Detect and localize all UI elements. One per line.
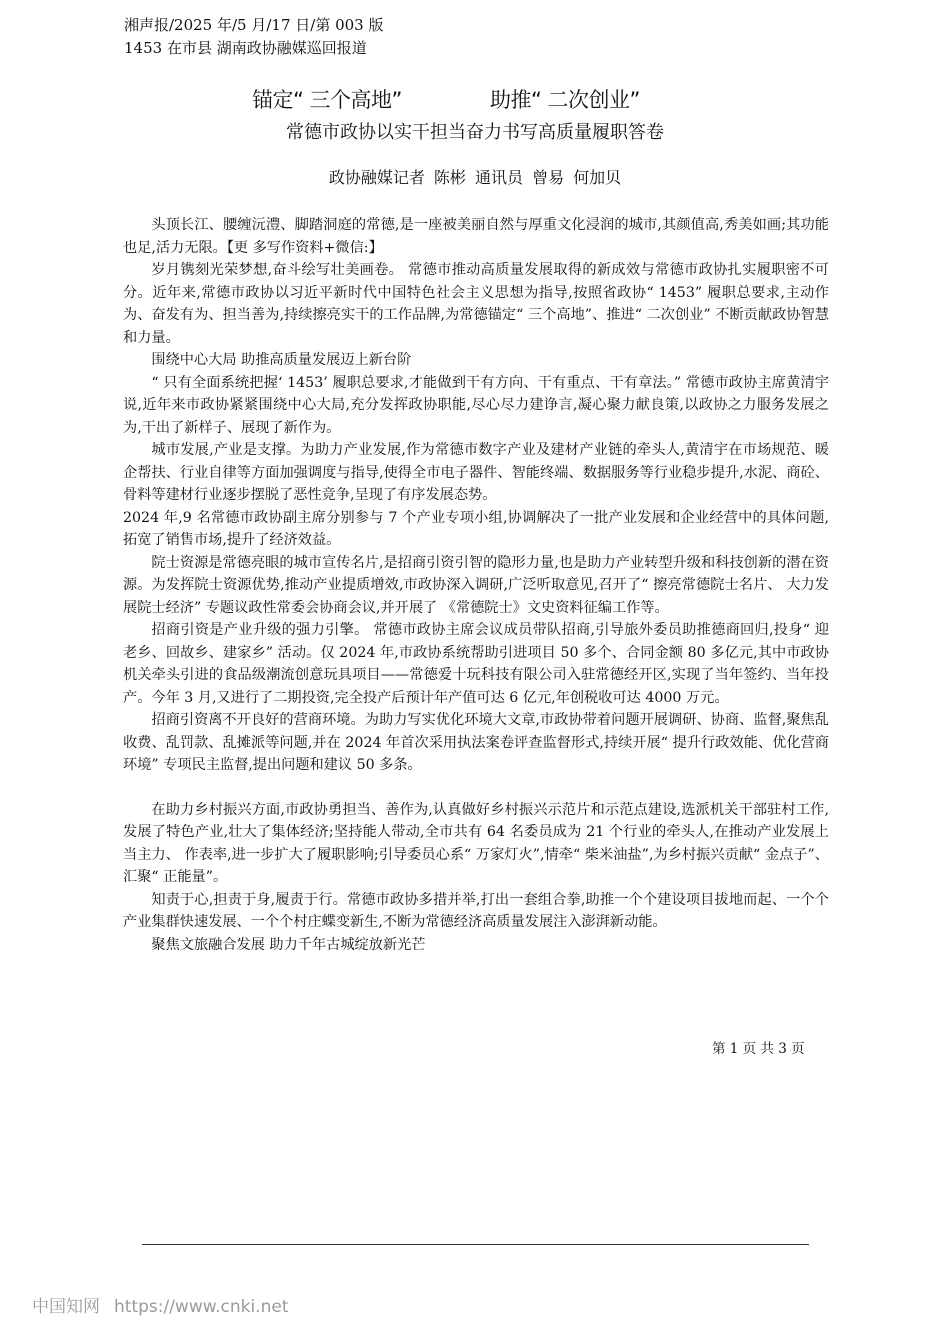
title-part-right: 助推“ 二次创业” xyxy=(490,88,640,112)
watermark xyxy=(32,1296,288,1318)
paragraph: “ 只有全面系统把握‘ 1453’ 履职总要求,才能做到干有方向、干有重点、干有章法。” 常德市政协主席黄清宇说,近年来市政协紧紧围绕中心大局,充分发挥政协职能,尽心尽力建诤言,凝心聚力献良策,以政协之力服务发展之为,干出了新样子、展现了新作为。 xyxy=(123,374,829,436)
article-subtitle: 常德市政协以实干担当奋力书写高质量履职答卷 xyxy=(286,122,664,143)
footer-divider xyxy=(142,1244,809,1245)
paragraph: 城市发展,产业是支撑。为助力产业发展,作为常德市数字产业及建材产业链的牵头人,黄清宇在市场规范、暖企帮扶、行业自律等方面加强调度与指导,使得全市电子器件、智能终端、数据服务等行业稳步提升,水泥、商砼、骨料等建材行业逐步摆脱了恶性竞争,呈现了有序发展态势。 xyxy=(123,442,829,503)
publication-info: 湘声报/2025 年/5 月/17 日/第 003 版 xyxy=(124,16,384,34)
section-heading: 围绕中心大局 助推高质量发展迈上新台阶 xyxy=(151,352,412,368)
byline: 政协融媒记者 陈彬 通讯员 曾易 何加贝 xyxy=(328,168,622,187)
paragraph: 2024 年,9 名常德市政协副主席分别参与 7 个产业专项小组,协调解决了一批产业发展和企业经营中的具体问题,拓宽了销售市场,提升了经济效益。 xyxy=(123,509,829,548)
paragraph: 知责于心,担责于身,履责于行。常德市政协多措并举,打出一套组合拳,助推一个个建设项目拔地而起、一个个产业集群快速发展、一个个村庄蝶变新生,不断为常德经济高质量发展注入澎湃新动能。 xyxy=(123,891,829,930)
paragraph: 头顶长江、腰缠沅澧、脚踏洞庭的常德,是一座被美丽自然与厚重文化浸润的城市,其颜值高,秀美如画;其功能也足,活力无限。【更 多写作资料+微信:】 xyxy=(123,217,829,256)
watermark-brand: 中国知网 xyxy=(32,1297,100,1317)
page-indicator: 第 1 页 共 3 页 xyxy=(712,1041,805,1057)
article-title xyxy=(252,86,712,118)
watermark-url: https://www.cnki.net xyxy=(114,1297,289,1317)
paragraph: 在助力乡村振兴方面,市政协勇担当、善作为,认真做好乡村振兴示范片和示范点建设,选派机关干部驻村工作,发展了特色产业,壮大了集体经济;坚持能人带动,全市共有 64 名委员成为 21 个行业的牵头人,在推动产业发展上当主力、 作表率,进一步扩大了履职影响;引导委员心系“ 万家灯火”,情牵“ 柴米油盐”,为乡村振兴贡献“ 金点子”、汇聚“ 正能量”。 xyxy=(123,801,829,885)
column-info: 1453 在市县 湖南政协融媒巡回报道 xyxy=(124,39,367,57)
article-body xyxy=(123,214,829,956)
paragraph: 招商引资是产业升级的强力引擎。 常德市政协主席会议成员带队招商,引导旅外委员助推德商回归,投身“ 迎老乡、回故乡、建家乡” 活动。仅 2024 年,市政协系统帮助引进项目 50 多个、合同金额 80 多亿元,其中市政协机关牵头引进的食品级潮流创意玩具项目——常德爱十玩科技有限公司入驻常德经开区,实现了当年签约、当年投产。今年 3 月,又进行了二期投资,完全投产后预计年产值可达 6 亿元,年创税收可达 4000 万元。 xyxy=(123,622,829,706)
paragraph: 招商引资离不开良好的营商环境。为助力写实优化环境大文章,市政协带着问题开展调研、协商、监督,聚焦乱收费、乱罚款、乱摊派等问题,并在 2024 年首次采用执法案卷评查监督形式,持续开展“ 提升行政效能、优化营商环境” 专项民主监督,提出问题和建议 50 多条。 xyxy=(123,712,829,773)
title-part-left: 锚定“ 三个高地” xyxy=(252,88,402,112)
paragraph: 岁月镌刻光荣梦想,奋斗绘写壮美画卷。 常德市推动高质量发展取得的新成效与常德市政协扎实履职密不可分。近年来,常德市政协以习近平新时代中国特色社会主义思想为指导,按照省政协“ 1453” 履职总要求,主动作为、奋发有为、担当善为,持续擦亮实干的工作品牌,为常德锚定“ 三个高地”、推进“ 二次创业” 不断贡献政协智慧和力量。 xyxy=(123,262,829,346)
section-heading: 聚焦文旅融合发展 助力千年古城绽放新光芒 xyxy=(151,936,426,953)
paragraph: 院士资源是常德亮眼的城市宣传名片,是招商引资引智的隐形力量,也是助力产业转型升级和科技创新的潜在资源。为发挥院士资源优势,推动产业提质增效,市政协深入调研,广泛听取意见,召开了“ 擦亮常德院士名片、 大力发展院士经济” 专题议政性常委会协商会议,并开展了 《常德院士》文史资料征编工作等。 xyxy=(123,554,829,616)
